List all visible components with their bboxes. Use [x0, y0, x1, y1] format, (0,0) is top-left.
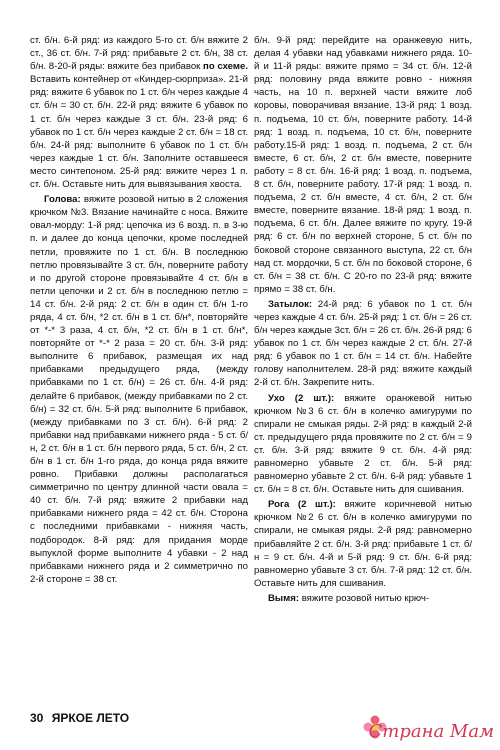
section-head: [30, 193, 248, 586]
section-text-udder: вяжите розовой нитью крюч-: [301, 592, 430, 604]
section-title-udder: Вымя:: [268, 592, 300, 604]
section-title-nape: Затылок:: [268, 298, 313, 310]
section-text-ear: вяжите оранжевой нитью крючком №3 6 ст. б/н в колечко амигуруми по спирали не смыкая ряды. 2-й ряд: в каждый 2-й ст. предыдущего ряда провяжите по 2 ст. б/н = 9 ст. б/н. 3-й ряд: вяжите 9 ст. б/н. 4-й ряд: равномерно убавьте 2 ст. б/н. 5-й ряд: равномерно убавьте 2 ст. б/н. 6-й ряд: убавьте 1 ст. б/н = 8 ст. б/н. Оставьте нить для сшивания.: [254, 392, 472, 496]
section-title-ear: Ухо (2 шт.):: [268, 392, 335, 404]
section-title-horns: Рога (2 шт.):: [268, 499, 336, 511]
section-text-horns: вяжите коричневой нитью крючком №2 6 ст. б/н в колечко амигуруми по спирали, не смыкая ряды. 2-й ряд: равномерно прибавляйте 2 ст. б/н. 3-й ряд: прибавьте 1 ст. б/н = 9 ст. б/н. 4-й и 5-й ряд: 9 ст. б/н. 6-й ряд: равномерно убавьте 3 ст. б/н. 7-й ряд: 12 ст. б/н. Оставьте нить для сшивания.: [254, 499, 473, 589]
section-text-nape: 24-й ряд: 6 убавок по 1 ст. б/н через каждые 4 ст. б/н. 25-й ряд: 1 ст. б/н = 26 ст. б/н через каждые 3ст. б/н = 26 ст. б/н. 26-й ряд: 6 убавок по 1 ст. б/н через каждые 2 ст. б/н. 27-й ряд: 6 убавок по 1 ст. б/н = 14 ст. б/н. Набейте голову наполнителем. 28-й ряд: вяжите каждый 2-й ст. б/н. Закрепите нить.: [254, 298, 473, 389]
section-text-head: вяжите розовой нитью в 2 сложения крючком №3. Вязание начинайте с носа. Вяжите овал-морду: 1-й ряд: цепочка из 6 возд. п. в 3-ю п. и далее до конца цепочки, кроме последней петли, провяжите по 1 ст. б/н. В последнюю петлю провязывайте 3 ст. б/н, поверните работу и по другой стороне провязывайте 4 ст. б/н в петли цепочки и 2 ст. б/н в последнюю петлю = 14 ст. б/н. 2-й ряд: 2 ст. б/н в один ст. б/н 1-го ряда, 4 ст. б/н, *2 ст. б/н в 1 ст. б/н*, повторяйте от *-* 3 раза, 4 ст. б/н, *2 ст. б/н в 1 ст. б/н*, повторяйте от *-* 2 раза = 20 ст. б/н. 3-й ряд: выполните 6 прибавок, размещая их над прибавками предыдущего ряда, (между прибавками по 1 ст. б/н) = 26 ст. б/н. 4-й ряд: делайте 6 прибавок, (между прибавками по 2 ст. б/н) = 32 ст. б/н. 5-й ряд: выполните 6 прибавок, (между прибавками по 3 ст. б/н). 6-й ряд: 2 прибавки над прибавками нижнего ряда - 5 ст. б/н, 2 ст. б/н в 1 ст. б/н первого ряда, 5 ст. б/н, 2 ст. б/н в 1 ст. б/н 1-го ряда, до конца ряда вяжите ровно. Прибавки должны располагаться симметрично по центру длинной части овала = 40 ст. б/н. 7-й ряд: вяжите 2 прибавки над прибавками нижнего ряда = 42 ст. б/н. Сторона с последними прибавками - нижняя часть, подбородок. 8-й ряд: для придания морде выпуклой форме выполните 4 убавки - 2 над прибавками нижнего ряда и 2 симметрично по 2-й стороне = 38 ст.: [30, 194, 248, 585]
section-horns: [254, 498, 472, 590]
section-nape: [254, 298, 472, 390]
body-text: ст. б/н. 6-й ряд: из каждого 5-го ст. б/н вяжите 2 ст., 36 ст. б/н. 7-й ряд: прибавьте 2 ст. б/н, 38 ст. б/н. 8-20-й ряды: вяжите без прибавок: [30, 35, 248, 73]
body-text: б/н. 9-й ряд: перейдите на оранжевую нить, делая 4 убавки над убавками нижнего ряда. 10-й и 11-й ряды: вяжите прямо = 34 ст. б/н. 12-й ряд: половину ряда вяжите ровно - нижняя часть, на 10 п. верхней части вяжите лоб коровы, поворачивая вязание. 13-й ряд: 1 возд. п. подъема, 10 ст. б/н, поверните работу. 14-й ряд: 1 возд. п. подъема, 10 ст. б/н, поверните работу.15-й ряд: 1 возд. п. подъема, 2 ст. б/н вместе, 6 ст. б/н, 2 ст. б/н вместе, поверните работу = 8 ст. б/н. 16-й ряд: 1 возд. п. подъема, 8 ст. б/н, поверните работу. 17-й ряд: 1 возд. п. подъема, 2 ст. б/н вместе, 4 ст. б/н, 2 ст. б/н вместе, поверните вязание. 18-й ряд: 1 возд. п. подъема, 6 ст. б/н. Далее вяжите по кругу. 19-й ряд: 6 ст. б/н по верхней стороне, 5 ст. б/н по боковой стороне связанного выступа, 22 ст. б/н над ст. мордочки, 5 ст. б/н по боковой стороне, 6 ст. б/н = 38 ст. б/н. С 20-го по 23-й ряд: вяжите прямо = 38 ст. б/н.: [254, 35, 472, 295]
watermark-text: Страна Мам: [368, 721, 494, 742]
site-watermark: [362, 712, 494, 746]
section-udder: [254, 592, 472, 605]
page-number: 30: [30, 711, 44, 725]
paragraph-body: [30, 34, 248, 191]
body-text: Вставить контейнер от «Киндер-сюрприза». 21-й ряд: вяжите 6 убавок по 1 ст. б/н через каждые 4 ст. б/н = 30 ст. б/н. 22-й ряд: вяжите 6 убавок по 1 ст. б/н через каждые 3 ст. б/н. 23-й ряд: 6 убавок по 1 ст. б/н через каждые 2 ст. б/н = 18 ст. б/н. 24-й ряд: выполните 6 убавок по 1 ст. б/н через каждые 1 ст. б/н. Заполните оставшееся место синтепоном. 25-й ряд: вяжите через 1 п. ст. б/н. Оставьте нить для вывязывания хвоста.: [30, 74, 248, 191]
paragraph-continued: [254, 34, 472, 296]
right-column: [254, 34, 472, 605]
bold-term: по схеме.: [203, 61, 248, 73]
section-title-head: Голова:: [44, 194, 81, 206]
section-ear: [254, 392, 472, 497]
page-footer: [30, 711, 129, 725]
left-column: [30, 34, 248, 586]
magazine-title: ЯРКОЕ ЛЕТО: [51, 711, 130, 725]
